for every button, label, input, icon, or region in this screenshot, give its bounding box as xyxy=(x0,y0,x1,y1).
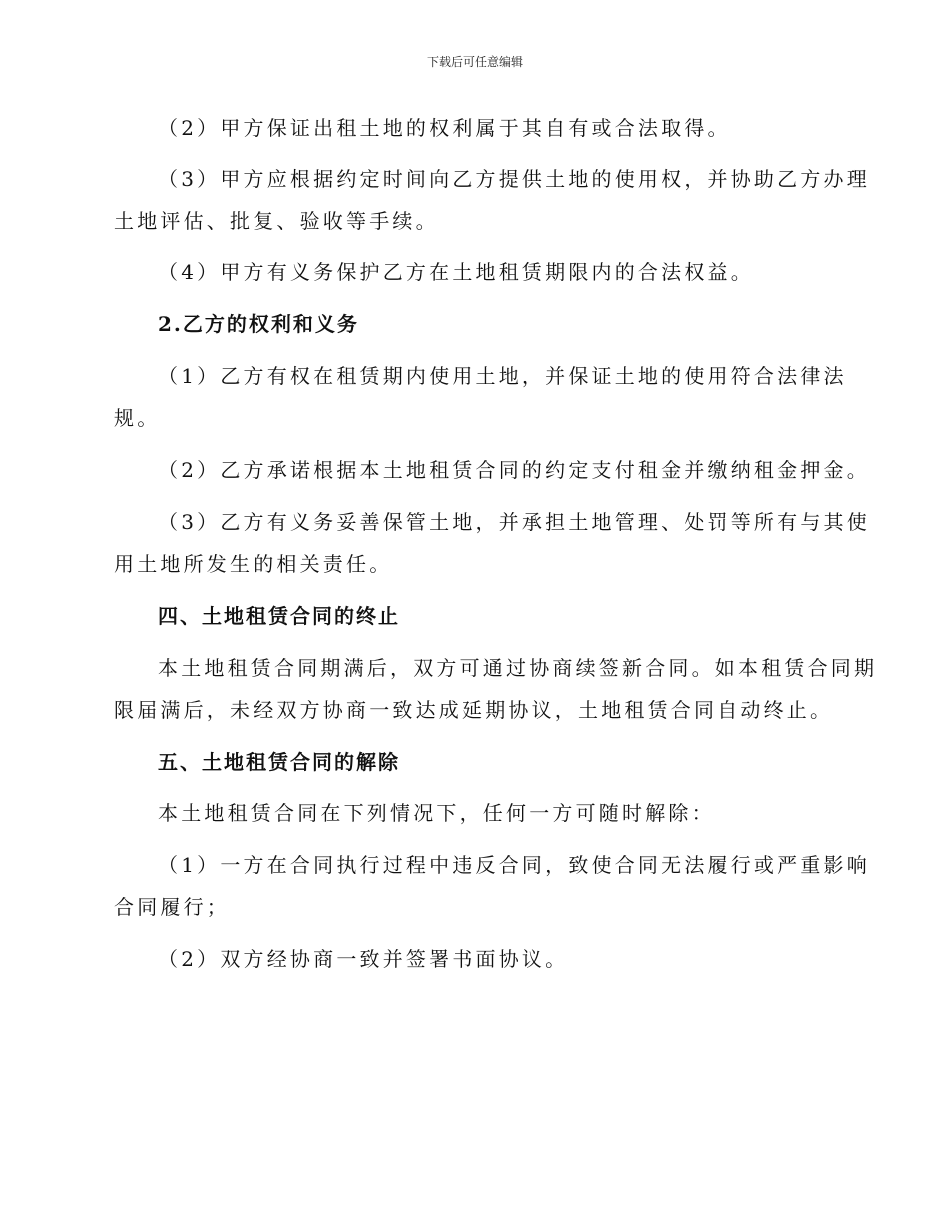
paragraph-line: （2）甲方保证出租土地的权利属于其自有或合法取得。 xyxy=(158,116,731,140)
paragraph-line: 合同履行； xyxy=(114,895,230,919)
paragraph-line: 土地评估、批复、验收等手续。 xyxy=(114,209,439,233)
paragraph-line: （3）甲方应根据约定时间向乙方提供土地的使用权，并协助乙方办理 xyxy=(158,167,870,191)
paragraph-line: 限届满后，未经双方协商一致达成延期协议，土地租赁合同自动终止。 xyxy=(114,698,834,722)
paragraph-line: 用土地所发生的相关责任。 xyxy=(114,552,393,576)
paragraph-line: （1）乙方有权在租赁期内使用土地，并保证土地的使用符合法律法 xyxy=(158,364,847,388)
paragraph-line: （2）乙方承诺根据本土地租赁合同的约定支付租金并缴纳租金押金。 xyxy=(158,458,870,482)
paragraph-line: 本土地租赁合同期满后，双方可通过协商续签新合同。如本租赁合同期 xyxy=(158,656,878,680)
paragraph-line: （2）双方经协商一致并签署书面协议。 xyxy=(158,947,569,971)
page-header: 下载后可任意编辑 xyxy=(426,55,523,69)
paragraph-line: （1）一方在合同执行过程中违反合同，致使合同无法履行或严重影响 xyxy=(158,853,870,877)
section-heading: 五、土地租赁合同的解除 xyxy=(158,750,400,774)
paragraph-line: 规。 xyxy=(114,406,161,430)
paragraph-line: 本土地租赁合同在下列情况下，任何一方可随时解除： xyxy=(158,801,715,825)
paragraph-line: （3）乙方有义务妥善保管土地，并承担土地管理、处罚等所有与其使 xyxy=(158,510,870,534)
section-heading: 四、土地租赁合同的终止 xyxy=(158,604,400,628)
section-heading: 2.乙方的权利和义务 xyxy=(158,312,359,336)
paragraph-line: （4）甲方有义务保护乙方在土地租赁期限内的合法权益。 xyxy=(158,260,754,284)
